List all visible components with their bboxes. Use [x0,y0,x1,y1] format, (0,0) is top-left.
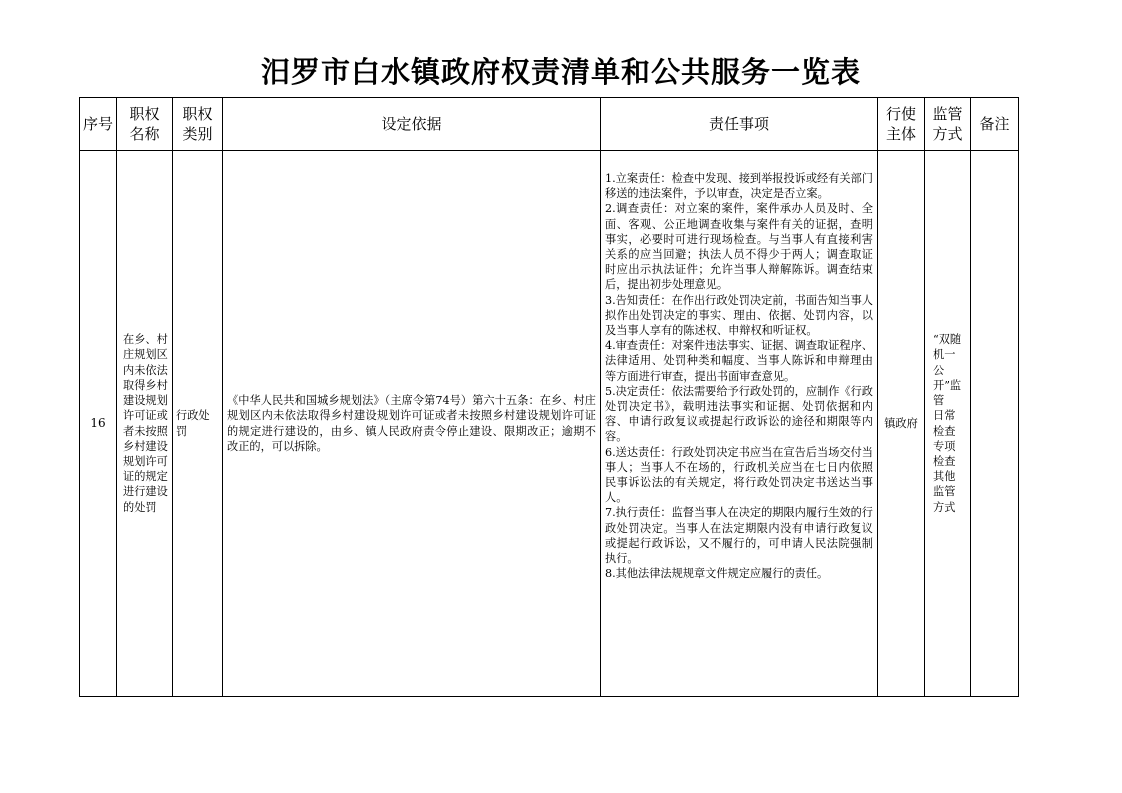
responsibility-item: 7.执行责任：监督当事人在决定的期限内履行生效的行政处罚决定。当事人在法定期限内没有申请行政复议或提起行政诉讼，又不履行的，可申请人民法院强制执行。 [605,506,873,566]
supervision-line: 日常检查 [933,409,956,438]
table-row [80,151,1019,697]
header-responsibility: 责任事项 [601,98,878,151]
responsibility-item: 8.其他法律法规规章文件规定应履行的责任。 [605,567,829,581]
responsibility-items [601,151,878,697]
header-no: 序号 [80,98,117,151]
power-type: 行政处罚 [173,151,223,697]
header-name: 职权名称 [117,98,173,151]
remark-cell [971,151,1019,697]
supervision-line: 专项检查 [933,439,956,468]
header-basis: 设定依据 [223,98,601,151]
row-number: 16 [80,151,117,697]
header-subject: 行使主体 [878,98,925,151]
responsibility-table [79,97,1019,697]
legal-basis: 《中华人民共和国城乡规划法》（主席令第74号）第六十五条：在乡、村庄规划区内未依法取得乡村建设规划许可证或者未按照乡村建设规划许可证的规定进行建设的，由乡、镇人民政府责令停止建设、限期改正；逾期不改正的，可以拆除。 [223,151,601,697]
header-supervision: 监管方式 [925,98,971,151]
responsibility-item: 4.审查责任：对案件违法事实、证据、调查取证程序、法律适用、处罚种类和幅度、当事人陈诉和申辩理由等方面进行审查，提出书面审查意见。 [605,339,873,383]
responsibility-item: 3.告知责任：在作出行政处罚决定前，书面告知当事人拟作出处罚决定的事实、理由、依据、处罚内容，以及当事人享有的陈述权、申辩权和听证权。 [605,293,873,338]
responsibility-item: 2.调查责任：对立案的案件，案件承办人员及时、全面、客观、公正地调查收集与案件有关的证据，查明事实，必要时可进行现场检查。与当事人有直接利害关系的应当回避；执法人员不得少于两人；调查取证时应出示执法证件；允许当事人辩解陈诉。调查结束后，提出初步处理意见。 [605,202,873,292]
supervision-method [925,151,971,697]
responsibility-item: 6.送达责任：行政处罚决定书应当在宣告后当场交付当事人；当事人不在场的，行政机关应当在七日内依照民事诉讼法的有关规定，将行政处罚决定书送达当事人。 [605,445,873,505]
responsibility-item: 1.立案责任：检查中发现、接到举报投诉或经有关部门移送的违法案件，予以审查，决定是否立案。 [605,172,873,201]
header-remark: 备注 [971,98,1019,151]
responsibility-item: 5.决定责任：依法需要给予行政处罚的，应制作《行政处罚决定书》，载明违法事实和证据、处罚依据和内容、申请行政复议或提起行政诉讼的途径和期限等内容。 [605,384,873,444]
supervision-line: “双随机一公开”监管 [933,333,962,408]
power-name: 在乡、村庄规划区内未依法取得乡村建设规划许可证或者未按照乡村建设规划许可证的规定进行建设的处罚 [117,151,173,697]
page-title: 汨罗市白水镇政府权责清单和公共服务一览表 [260,55,861,89]
supervision-line: 其他监管方式 [933,470,956,514]
table-header-row [80,98,1019,151]
executing-subject: 镇政府 [878,151,925,697]
header-type: 职权类别 [173,98,223,151]
